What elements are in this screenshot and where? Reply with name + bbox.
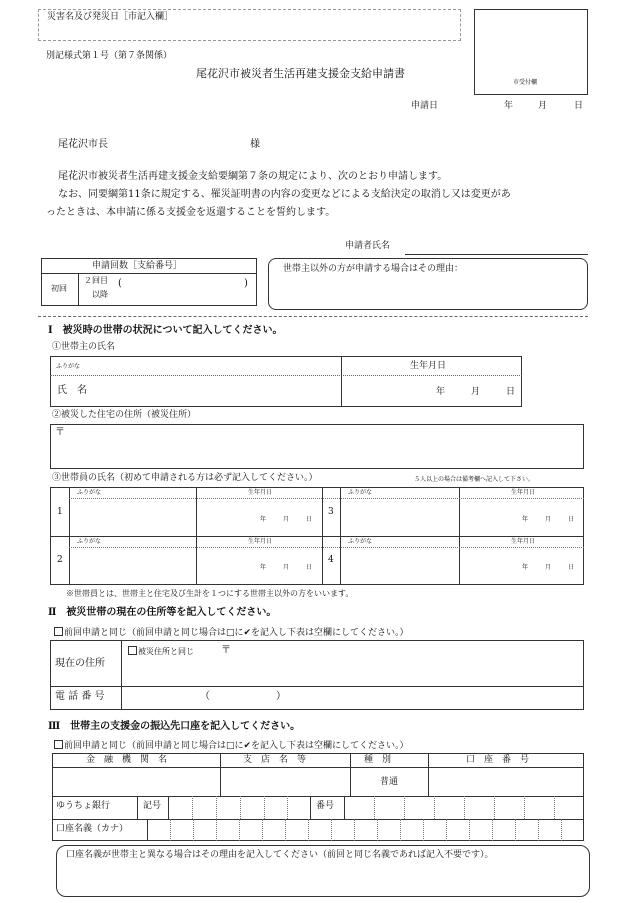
q3-label: ③世帯員の氏名（初めて申請される方は必ず記入してください。）	[52, 473, 318, 483]
hoh-name-label: 氏 名	[57, 385, 87, 396]
member-1-furigana-label: ふりがな	[77, 489, 102, 496]
bank-header-divider	[52, 767, 584, 768]
current-address-input[interactable]	[128, 660, 578, 682]
member-3-dob-day: 日	[568, 516, 575, 523]
members-left-dob-divider	[196, 487, 197, 585]
hoh-furigana-label: ふりがな	[56, 363, 81, 370]
members-right-no-divider	[340, 487, 341, 585]
holder-reason-input[interactable]	[66, 866, 580, 892]
hoh-furigana-input[interactable]	[90, 360, 335, 373]
members-furigana-line-1	[69, 498, 584, 499]
section-2-same-note: （前回申請と同じ場合は□に✔を記入し下表は空欄にしてください。）	[127, 628, 409, 638]
section-3-same-note: （前回申請と同じ場合は□に✔を記入し下表は空欄にしてください。）	[127, 741, 409, 751]
disaster-address-input[interactable]	[68, 428, 578, 464]
member-4-dob-day: 日	[568, 564, 575, 571]
member-2-dob-label: 生年月日	[248, 538, 273, 545]
yucho-number-input[interactable]	[346, 800, 580, 816]
current-address-label: 現在の住所	[55, 658, 105, 669]
member-1-number: 1	[57, 507, 63, 517]
application-count-divider	[41, 273, 257, 274]
member-1-dob-year: 年	[260, 516, 267, 523]
same-as-disaster-checkbox[interactable]	[128, 646, 137, 655]
intro-paragraph-1: 尾花沢市被災者生活再建支援金支給要綱第７条の規定により、次のとおり申請します。	[58, 171, 448, 182]
bank-col-divider-2	[350, 753, 351, 796]
member-4-furigana-label: ふりがな	[348, 538, 373, 545]
applicant-name-label: 申請者氏名	[345, 241, 391, 251]
application-count-header: 申請回数［支給番号］	[92, 261, 183, 271]
bank-col-divider-1	[220, 753, 221, 796]
hoh-dob-month: 月	[471, 387, 481, 397]
form-code: 別記様式第１号（第７条関係）	[46, 51, 173, 61]
yucho-code-divider	[168, 796, 169, 819]
form-title: 尾花沢市被災者生活再建支援金支給申請書	[196, 67, 405, 80]
member-2-dob-day: 日	[306, 564, 313, 571]
bank-name-input[interactable]	[56, 771, 216, 793]
member-3-name-input[interactable]	[344, 504, 456, 532]
member-2-furigana-label: ふりがな	[77, 538, 102, 545]
hoh-dob-year: 年	[436, 387, 446, 397]
first-application-label[interactable]: 初回	[51, 284, 67, 293]
member-4-number: 4	[328, 555, 334, 565]
branch-name-header: 支 店 名 等	[243, 755, 307, 765]
applicant-name-input[interactable]	[407, 241, 587, 254]
account-type-header: 種 別	[364, 755, 392, 765]
date-day-unit: 日	[574, 101, 584, 111]
member-3-furigana-label: ふりがな	[348, 489, 373, 496]
disaster-info-label: 災害名及び発災日［市記入欄］	[47, 12, 174, 22]
member-1-dob-label: 生年月日	[248, 489, 273, 496]
section-3-same-label: 前回申請と同じ	[64, 741, 128, 751]
support-number-bracket-open: (	[118, 278, 122, 289]
member-2-number: 2	[57, 555, 63, 565]
section-2-same-row	[54, 627, 409, 638]
honorific: 様	[250, 139, 260, 150]
reason-label: 世帯主以外の方が申請する場合はその理由：	[283, 264, 464, 274]
yucho-col-divider	[137, 796, 138, 819]
section-3-same-row	[54, 740, 409, 751]
current-address-row-divider	[50, 686, 584, 687]
intro-paragraph-2-line-1: なお、同要綱第11条に規定する、罹災証明書の内容の変更などによる支給決定の取消し又は変更があ	[58, 189, 511, 200]
date-year-unit: 年	[504, 101, 514, 111]
members-right-dob-divider	[459, 487, 460, 585]
account-holder-input[interactable]	[150, 822, 580, 838]
intro-paragraph-2-line-2: ったときは、本申請に係る支援金を返還することを誓約します。	[46, 207, 336, 218]
current-address-col-divider	[121, 640, 122, 710]
hoh-dob-day: 日	[506, 387, 516, 397]
same-as-disaster-label: 被災住所と同じ	[138, 647, 194, 656]
q2-label: ②被災した住宅の住所（被災住所）	[52, 410, 197, 420]
section-3-same-checkbox[interactable]	[54, 740, 63, 749]
phone-paren-open: （	[200, 691, 210, 702]
section-2-same-checkbox[interactable]	[54, 627, 63, 636]
member-4-name-input[interactable]	[344, 551, 456, 581]
hoh-name-input[interactable]	[110, 382, 335, 400]
yucho-number-divider	[310, 796, 311, 819]
members-left-no-divider	[69, 487, 70, 585]
member-2-dob-year: 年	[260, 564, 267, 571]
number-label: 番号	[316, 801, 335, 811]
current-postal-mark: 〒	[221, 645, 231, 656]
account-type-value[interactable]: 普通	[380, 777, 399, 787]
member-3-dob-label: 生年月日	[511, 489, 536, 496]
members-mid-divider	[50, 536, 584, 537]
yucho-code-input[interactable]	[170, 800, 308, 816]
holder-reason-note: 口座名義が世帯主と異なる場合はその理由を記入してください（前回と同じ名義であれば記入不要です）。	[66, 850, 494, 860]
account-holder-label: 口座名義（カナ）	[56, 824, 129, 834]
code-label: 記号	[143, 801, 162, 811]
hoh-row-divider	[50, 375, 522, 376]
section-1-heading: Ⅰ 被災時の世帯の状況について記入してください。	[48, 325, 283, 336]
section-2-heading: Ⅱ 被災世帯の現在の住所等を記入してください。	[48, 607, 277, 618]
members-center-divider	[322, 487, 323, 585]
member-2-name-input[interactable]	[73, 551, 193, 581]
application-count-col-divider	[78, 273, 79, 306]
q1-label: ①世帯主の氏名	[52, 342, 116, 352]
account-number-header: 口 座 番 号	[466, 755, 530, 765]
member-4-dob-year: 年	[522, 564, 529, 571]
date-month-unit: 月	[538, 101, 548, 111]
support-number-input[interactable]	[126, 280, 242, 294]
bank-row-divider-1	[52, 796, 584, 797]
hoh-dob-label: 生年月日	[410, 361, 447, 371]
members-furigana-line-2	[69, 547, 584, 548]
section-separator	[38, 316, 588, 317]
section-3-heading: Ⅲ 世帯主の支援金の振込先口座を記入してください。	[48, 721, 301, 732]
account-number-input[interactable]	[432, 771, 580, 793]
phone-paren-close: ）	[276, 691, 286, 702]
yucho-label: ゆうちょ銀行	[56, 801, 111, 811]
member-3-dob-year: 年	[522, 516, 529, 523]
bank-col-divider-3	[428, 753, 429, 796]
reception-box-label: 市受付欄	[513, 79, 538, 86]
phone-input[interactable]	[128, 690, 578, 706]
member-1-dob-day: 日	[306, 516, 313, 523]
support-number-bracket-close: )	[244, 278, 248, 289]
household-member-footnote: ※世帯員とは、世帯主と住宅及び生計を１つにする世帯主以外の方をいいます。	[66, 589, 354, 598]
date-label: 申請日	[411, 101, 439, 111]
member-3-number: 3	[328, 507, 334, 517]
hoh-col-divider	[341, 356, 342, 407]
member-1-dob-month: 月	[283, 516, 290, 523]
member-4-dob-label: 生年月日	[511, 538, 536, 545]
bank-name-header: 金 融 機 関 名	[86, 755, 168, 765]
addressee: 尾花沢市長	[58, 139, 108, 150]
yucho-number-label-divider	[344, 796, 345, 819]
disaster-postal-mark: 〒	[55, 427, 65, 438]
phone-label: 電 話 番 号	[55, 691, 105, 702]
member-3-dob-month: 月	[545, 516, 552, 523]
same-as-disaster-row	[128, 646, 194, 656]
section-2-same-label: 前回申請と同じ	[64, 628, 128, 638]
holder-col-divider	[147, 819, 148, 841]
second-application-label-1[interactable]: ２回目	[84, 276, 108, 285]
member-4-dob-month: 月	[545, 564, 552, 571]
bank-row-divider-2	[52, 819, 584, 820]
member-2-dob-month: 月	[283, 564, 290, 571]
applicant-name-underline	[405, 254, 588, 255]
second-application-label-2[interactable]: 以降	[92, 290, 108, 299]
member-1-name-input[interactable]	[73, 504, 193, 532]
branch-name-input[interactable]	[224, 771, 346, 793]
q3-note: ５人以上の場合は備考欄へ記入して下さい。	[414, 476, 535, 483]
